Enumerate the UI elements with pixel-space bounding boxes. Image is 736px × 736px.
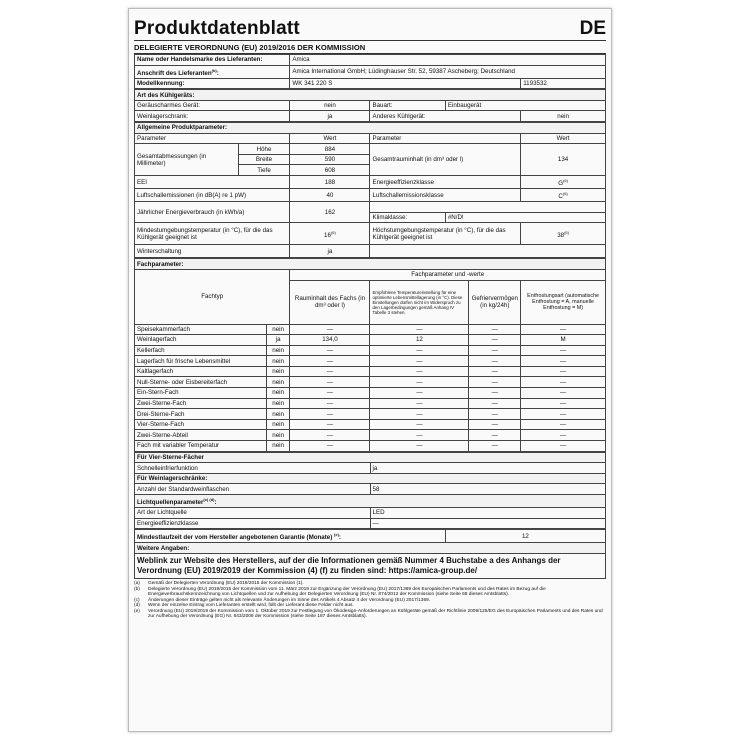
compartment-volume: — — [290, 345, 370, 356]
compartment-volume: — — [290, 324, 370, 335]
footnote-text: Änderungen dieser Einträge gelten nicht als relevante Änderungen im Sinne des Artikels 4 Absatz 4 der Verordnung (EU) 2017/1369. — [148, 597, 431, 603]
energy-class-value: $G^{(6)}$ — [521, 176, 606, 189]
compartment-volume: — — [290, 366, 370, 377]
compartment-temp: — — [370, 409, 469, 420]
min-temp-value: 16$^{(6)}$ — [290, 223, 370, 245]
compartment-temp: 12 — [370, 335, 469, 346]
compartment-name: Ein-Stern-Fach — [135, 388, 267, 399]
width-value: 590 — [290, 154, 370, 165]
compartment-freeze: — — [469, 324, 521, 335]
compartment-name: Kellerfach — [135, 345, 267, 356]
compartment-defrost: — — [521, 345, 606, 356]
compartment-volume: — — [290, 409, 370, 420]
fast-freeze-value: ja — [370, 463, 606, 474]
compartment-temp: — — [370, 324, 469, 335]
compartment-present: nein — [266, 345, 290, 356]
volume-label: Gesamtrauminhalt (in dm³ oder l) — [370, 144, 521, 176]
compartment-freeze: — — [469, 430, 521, 441]
compartment-volume: — — [290, 419, 370, 430]
product-data-sheet — [128, 8, 612, 732]
compartment-present: nein — [266, 388, 290, 399]
light-class-label: Energieeffizienzklasse — [135, 518, 371, 529]
energy-class-label: Energieeffizienzklasse — [370, 176, 521, 189]
compartment-defrost: — — [521, 441, 606, 452]
width-label: Breite — [238, 154, 290, 165]
appliance-type-table — [134, 89, 606, 122]
table-row — [135, 388, 606, 399]
depth-label: Tiefe — [238, 165, 290, 176]
footnote-text: Verordnung (EU) 2019/2019 der Kommission vom 1. Oktober 2019 zur Festlegung von Ökodesign-Anforderungen an Kühlgeräte gemäß der Richtlinie 2009/125/EG des Europäischen Parlaments und des Rates und zur Aufhebung der Verordnung (EG) Nr. 643/2009 der Kommission (siehe Seite 187 dieses Amtsblatts). — [148, 608, 603, 620]
supplier-name-value: Amica — [290, 55, 606, 66]
table-row — [135, 430, 606, 441]
low-noise-value: nein — [290, 100, 370, 111]
compartment-defrost: — — [521, 377, 606, 388]
winter-value: ja — [290, 245, 370, 258]
model-label: Modellkennung: — [135, 78, 290, 89]
table-row — [135, 366, 606, 377]
compartment-name: Vier-Sterne-Fach — [135, 419, 267, 430]
compartment-temp: — — [370, 398, 469, 409]
supplier-name-label: Name oder Handelsmarke des Lieferanten: — [135, 55, 290, 66]
table-row — [135, 356, 606, 367]
col-defrost-header: Entfrostungsart (automatische Entfrostung = A, manuelle Entfrostung = M) — [521, 280, 606, 324]
compartment-temp: — — [370, 345, 469, 356]
compartment-temp: — — [370, 388, 469, 399]
noise-class-value: $C^{(6)}$ — [521, 189, 606, 202]
wine-cabinet-value: ja — [290, 111, 370, 122]
max-temp-label: Höchstumgebungstemperatur (in °C), für die das Kühlgerät geeignet ist — [370, 223, 521, 245]
footnote — [134, 587, 606, 598]
country-code: DE — [579, 18, 606, 39]
compartment-defrost: — — [521, 356, 606, 367]
compartment-present: nein — [266, 409, 290, 420]
footnote-number: (a) — [134, 580, 140, 586]
height-value: 884 — [290, 144, 370, 155]
compartment-volume: — — [290, 356, 370, 367]
col-volume-header: Rauminhalt des Fachs (in dm³ oder l) — [290, 280, 370, 324]
compartment-freeze: — — [469, 377, 521, 388]
supplier-table — [134, 54, 606, 89]
compartment-name: Speisekammerfach — [135, 324, 267, 335]
compartment-volume: — — [290, 377, 370, 388]
wine-cabinet-label: Weinlagerschrank: — [135, 111, 290, 122]
light-section: Lichtquellenparameter$^{(c) (d)}$: — [135, 495, 606, 508]
footnote-text: Gemäß der Delegierten Verordnung (EU) 2019/2015 der Kommission (1). — [148, 580, 304, 586]
compartment-freeze: — — [469, 345, 521, 356]
compartment-freeze: — — [469, 419, 521, 430]
compartment-temp: — — [370, 430, 469, 441]
footnote-number: (d) — [134, 603, 140, 609]
compartment-present: nein — [266, 356, 290, 367]
general-params-table — [134, 122, 606, 258]
height-label: Höhe — [238, 144, 290, 155]
table-row — [135, 377, 606, 388]
compartment-defrost: — — [521, 398, 606, 409]
depth-value: 608 — [290, 165, 370, 176]
design-value: Einbaugerät — [445, 100, 605, 111]
annual-energy-value: 162 — [290, 202, 370, 223]
compartment-present: ja — [266, 335, 290, 346]
fast-freeze-label: Schnelleinfrierfunktion — [135, 463, 371, 474]
model-code: 1193532 — [521, 78, 606, 89]
compartment-freeze: — — [469, 409, 521, 420]
compartments-table — [134, 258, 606, 451]
footnote-text: Wenn der einzelne Eintrag vom Lieferanten erstellt wird, füllt der Lieferant diese Felder nicht aus. — [148, 603, 354, 609]
noise-value: 40 — [290, 189, 370, 202]
low-noise-label: Geräuscharmes Gerät: — [135, 100, 290, 111]
footnote-number: (e) — [134, 608, 140, 614]
compartment-freeze: — — [469, 366, 521, 377]
compartment-present: nein — [266, 398, 290, 409]
compartment-present: nein — [266, 377, 290, 388]
climate-class-value: #N/D! — [445, 212, 605, 223]
min-temp-label: Mindestumgebungstemperatur (in °C), für die das Kühlgerät geeignet ist — [135, 223, 290, 245]
compartment-name: Null-Sterne- oder Eisbereiterfach — [135, 377, 267, 388]
table-row — [135, 419, 606, 430]
design-label: Bauart: — [370, 100, 445, 111]
compartment-volume: — — [290, 430, 370, 441]
col-temp-header: Empfohlene Temperatureinstellung für eine optimierte Lebensmittellagerung (in °C). Diese Einstellungen dürfen nicht im Widerspruch zu den Lagerbedingungen gemäß Anhang IV Tabelle 3 stehen. — [370, 280, 469, 324]
table-row — [135, 398, 606, 409]
light-type-value: LED — [370, 508, 606, 519]
other-appliance-label: Anderes Kühlgerät: — [370, 111, 521, 122]
compartment-defrost: — — [521, 388, 606, 399]
bottles-value: 58 — [370, 484, 606, 495]
compartments-section: Fachparameter: — [135, 259, 606, 270]
footnotes — [134, 581, 606, 620]
compartment-name: Fach mit variabler Temperatur — [135, 441, 267, 452]
compartment-name: Weinlagerfach — [135, 335, 267, 346]
compartment-name: Lagerfach für frische Lebensmittel — [135, 356, 267, 367]
compartment-freeze: — — [469, 398, 521, 409]
compartment-name: Drei-Sterne-Fach — [135, 409, 267, 420]
compartment-name: Kaltlagerfach — [135, 366, 267, 377]
footnote-number: (c) — [134, 597, 140, 603]
general-section: Allgemeine Produktparameter: — [135, 123, 606, 134]
annual-energy-label: Jährlicher Energieverbrauch (in kWh/a) — [135, 202, 290, 223]
sheet-header — [134, 14, 606, 41]
eei-label: EEI — [135, 176, 290, 189]
footnote-number: (b) — [134, 586, 140, 592]
warranty-value: 12 — [445, 530, 605, 543]
compartment-volume: — — [290, 398, 370, 409]
further-info-section: Weitere Angaben: — [135, 543, 606, 554]
compartment-defrost: — — [521, 419, 606, 430]
compartment-name: Zwei-Sterne-Fach — [135, 398, 267, 409]
param-header-2: Parameter — [370, 133, 521, 144]
compartment-present: nein — [266, 366, 290, 377]
compartment-volume: 134,0 — [290, 335, 370, 346]
volume-value: 134 — [521, 144, 606, 176]
compartment-name: Zwei-Sterne-Abteil — [135, 430, 267, 441]
value-header-2: Wert — [521, 133, 606, 144]
param-header: Parameter — [135, 133, 290, 144]
compartment-present: nein — [266, 441, 290, 452]
compartment-temp: — — [370, 366, 469, 377]
supplier-address-value: Amica International GmbH; Lüdinghauser Str. 52, 59387 Ascheberg; Deutschland — [290, 65, 606, 78]
table-row — [135, 335, 606, 346]
compartment-volume: — — [290, 388, 370, 399]
compartment-defrost: — — [521, 409, 606, 420]
compartment-defrost: — — [521, 430, 606, 441]
footnote-text: Delegierte Verordnung (EU) 2019/2015 der Kommission vom 11. März 2019 zur Ergänzung der Verordnung (EU) 2017/1369 des Europäischen Parlaments und des Rates im Bezug auf die Energieverbrauchskennzeichnung von Lichtquellen und zur Aufhebung der Delegierten Verordnung (EU) Nr. 874/2012 der Kommission (siehe Seite 68 dieses Amtsblatts). — [148, 586, 546, 598]
col-freeze-header: Gefriervermögen (in kg/24h) — [469, 280, 521, 324]
compartment-freeze: — — [469, 441, 521, 452]
table-row — [135, 441, 606, 452]
compartment-freeze: — — [469, 388, 521, 399]
extra-params-table — [134, 452, 606, 530]
compartment-temp: — — [370, 419, 469, 430]
compartment-defrost: — — [521, 366, 606, 377]
value-header: Wert — [290, 133, 370, 144]
other-appliance-value: nein — [521, 111, 606, 122]
compartment-freeze: — — [469, 335, 521, 346]
four-star-section: Für Vier-Sterne-Fächer — [135, 452, 606, 463]
compartment-temp: — — [370, 441, 469, 452]
wine-section: Für Weinlagerschränke: — [135, 473, 606, 484]
compartment-present: nein — [266, 430, 290, 441]
light-class-value: — — [370, 518, 606, 529]
eei-value: 188 — [290, 176, 370, 189]
compartment-group-header: Fachparameter und -werte — [290, 269, 606, 280]
warranty-label: Mindestlaufzeit der vom Hersteller angebotenen Garantie (Monate) $^{(e)}$: — [135, 530, 446, 543]
compartment-present: nein — [266, 324, 290, 335]
supplier-address-label: Anschrift des Lieferanten$^{(b)}$: — [135, 65, 290, 78]
noise-label: Luftschallemissionen (in dB(A) re 1 pW) — [135, 189, 290, 202]
compartment-volume: — — [290, 441, 370, 452]
manufacturer-weblink: Weblink zur Website des Herstellers, auf der die Informationen gemäß Nummer 4 Buchstabe a des Anhangs der Verordnung (EU) 2019/2019 der Kommission (4) (f) zu finden sind: https://amica-group.de/ — [134, 554, 606, 579]
winter-label: Winterschaltung — [135, 245, 290, 258]
compartment-freeze: — — [469, 356, 521, 367]
compartment-defrost: M — [521, 335, 606, 346]
compartment-type-header: Fachtyp — [135, 269, 290, 324]
light-type-label: Art der Lichtquelle — [135, 508, 371, 519]
table-row — [135, 324, 606, 335]
footnote — [134, 609, 606, 620]
max-temp-value: 38$^{(6)}$ — [521, 223, 606, 245]
compartment-temp: — — [370, 377, 469, 388]
model-value: WK 341 220 S — [290, 78, 521, 89]
table-row — [135, 409, 606, 420]
bottles-label: Anzahl der Standardweinflaschen — [135, 484, 371, 495]
dimensions-label: Gesamtabmessungen (in Millimeter) — [135, 144, 239, 176]
compartment-temp: — — [370, 356, 469, 367]
climate-class-label: Klimaklasse: — [370, 212, 445, 223]
compartment-defrost: — — [521, 324, 606, 335]
sheet-title: Produktdatenblatt — [134, 18, 300, 39]
compartment-present: nein — [266, 419, 290, 430]
noise-class-label: Luftschallemissionsklasse — [370, 189, 521, 202]
regulation-subtitle: DELEGIERTE VERORDNUNG (EU) 2019/2016 DER KOMMISSION — [134, 41, 606, 54]
appliance-type-section: Art des Kühlgeräts: — [135, 90, 606, 101]
warranty-table — [134, 529, 606, 554]
table-row — [135, 345, 606, 356]
